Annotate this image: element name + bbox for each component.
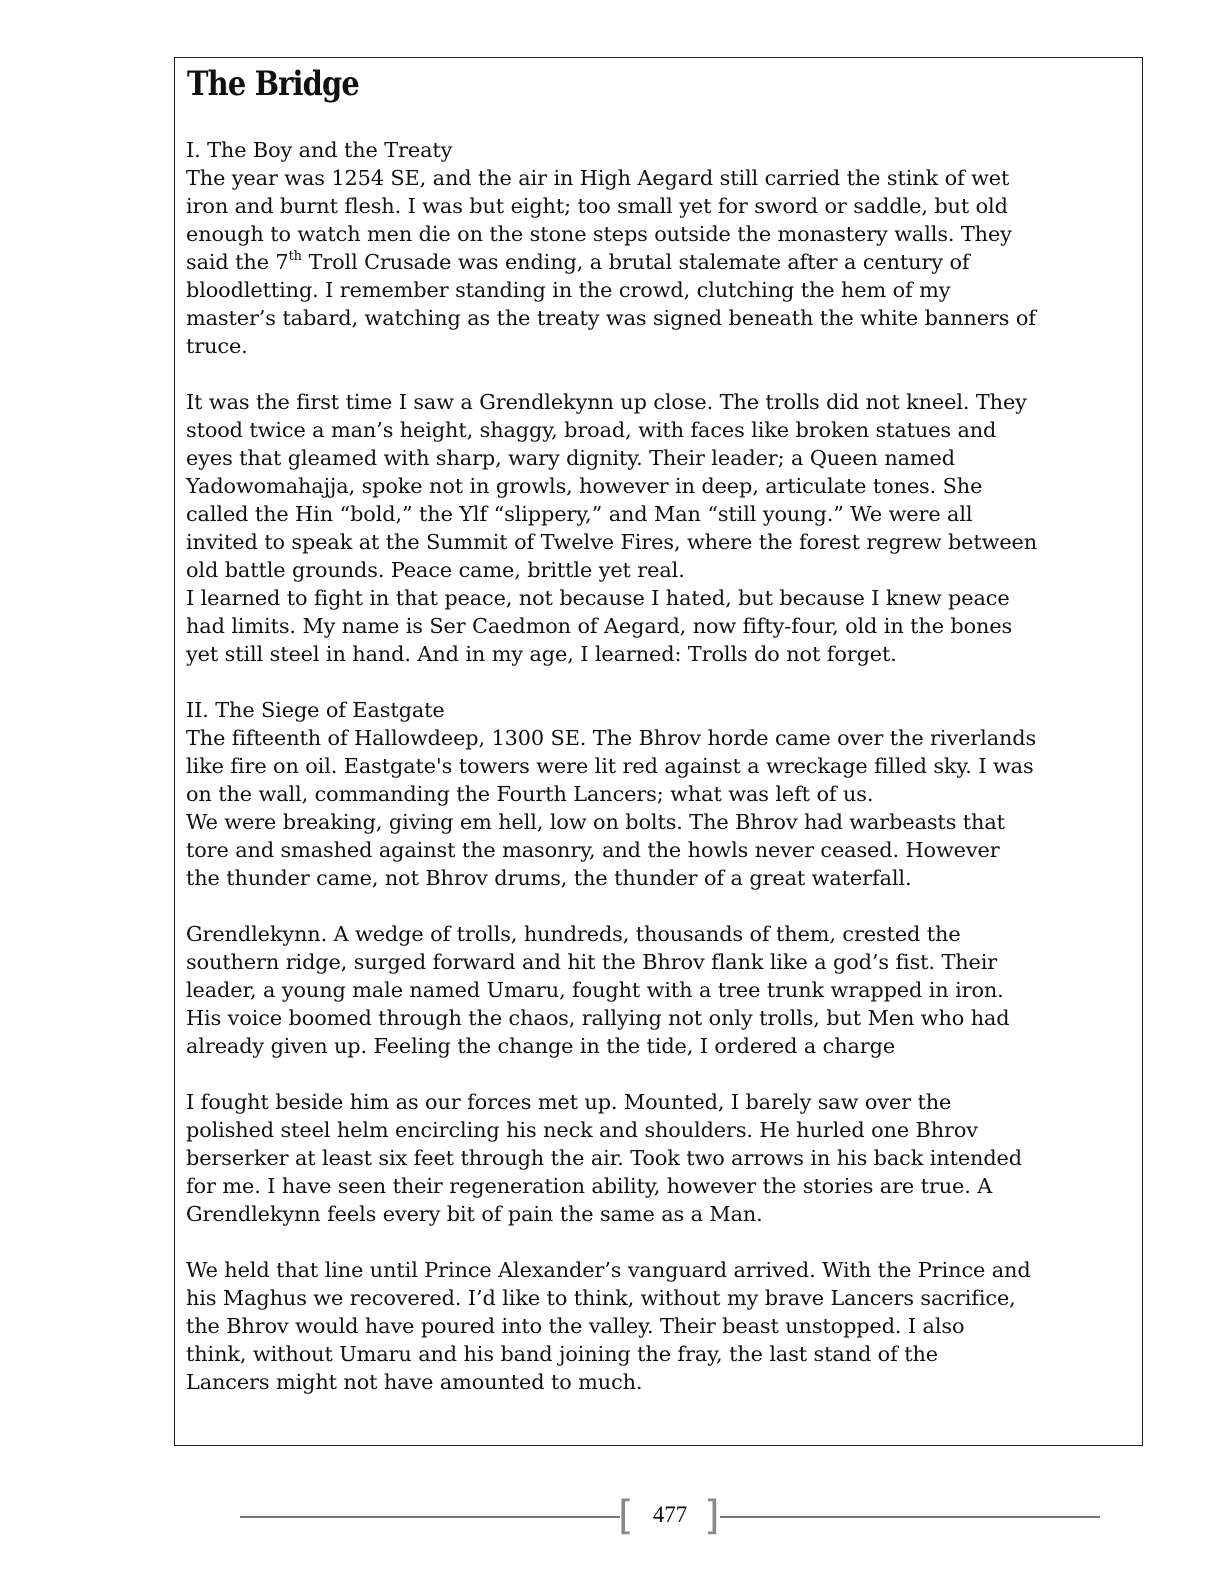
text-line: Grendlekynn. A wedge of trolls, hundreds, thousands of them, crested the: [186, 922, 961, 946]
text-line: Yadowomahajja, spoke not in growls, however in deep, articulate tones. She: [186, 474, 983, 498]
text-line: II. The Siege of Eastgate: [186, 698, 445, 722]
text-fragment: said the 7: [186, 250, 289, 274]
text-line: yet still steel in hand. And in my age, I learned: Trolls do not forget.: [186, 642, 897, 666]
text-line: master’s tabard, watching as the treaty was signed beneath the white banners of: [186, 306, 1036, 330]
text-line: Lancers might not have amounted to much.: [186, 1370, 643, 1394]
text-fragment: Troll Crusade was ending, a brutal stalemate after a century of: [301, 250, 970, 274]
text-line: invited to speak at the Summit of Twelve Fires, where the forest regrew between: [186, 530, 1038, 554]
paragraph: [186, 1088, 1136, 1228]
text-line: [186, 248, 1136, 276]
text-line: eyes that gleamed with sharp, wary dignity. Their leader; a Queen named: [186, 446, 955, 470]
footer-rule-right: [720, 1516, 1100, 1518]
text-line: I learned to fight in that peace, not because I hated, but because I knew peace: [186, 586, 1010, 610]
text-line: His voice boomed through the chaos, rallying not only trolls, but Men who had: [186, 1006, 1010, 1030]
text-line: his Maghus we recovered. I’d like to think, without my brave Lancers sacrifice,: [186, 1286, 1016, 1310]
text-line: like fire on oil. Eastgate's towers were lit red against a wreckage filled sky. I was: [186, 754, 1034, 778]
footer-rule-left: [240, 1516, 620, 1518]
text-line: tore and smashed against the masonry, and the howls never ceased. However: [186, 838, 1000, 862]
page-title: The Bridge: [187, 64, 359, 104]
page-footer: [240, 1494, 1100, 1538]
paragraph: [186, 1256, 1136, 1396]
text-line: The year was 1254 SE, and the air in High Aegard still carried the stink of wet: [186, 166, 1010, 190]
text-line: polished steel helm encircling his neck and shoulders. He hurled one Bhrov: [186, 1118, 978, 1142]
text-line: The fifteenth of Hallowdeep, 1300 SE. The Bhrov horde came over the riverlands: [186, 726, 1037, 750]
text-line: already given up. Feeling the change in the tide, I ordered a charge: [186, 1034, 896, 1058]
superscript: th: [288, 249, 302, 264]
text-line: called the Hin “bold,” the Ylf “slippery,” and Man “still young.” We were all: [186, 502, 973, 526]
page-number: 477: [652, 1502, 688, 1527]
text-line: Grendlekynn feels every bit of pain the same as a Man.: [186, 1202, 763, 1226]
text-line: I. The Boy and the Treaty: [186, 138, 453, 162]
text-line: I fought beside him as our forces met up. Mounted, I barely saw over the: [186, 1090, 952, 1114]
paragraph: [186, 136, 1136, 360]
text-line: iron and burnt flesh. I was but eight; too small yet for sword or saddle, but old: [186, 194, 1008, 218]
left-bracket-icon: [: [618, 1493, 634, 1539]
text-line: for me. I have seen their regeneration ability, however the stories are true. A: [186, 1174, 993, 1198]
text-frame: [174, 57, 1143, 1446]
text-line: leader, a young male named Umaru, fought with a tree trunk wrapped in iron.: [186, 978, 1004, 1002]
paragraph: [186, 696, 1136, 892]
text-line: berserker at least six feet through the air. Took two arrows in his back intended: [186, 1146, 1022, 1170]
text-line: the thunder came, not Bhrov drums, the thunder of a great waterfall.: [186, 866, 912, 890]
text-line: It was the first time I saw a Grendlekynn up close. The trolls did not kneel. They: [186, 390, 1027, 414]
text-line: southern ridge, surged forward and hit the Bhrov flank like a god’s fist. Their: [186, 950, 998, 974]
text-line: We held that line until Prince Alexander’s vanguard arrived. With the Prince and: [186, 1258, 1031, 1282]
text-line: stood twice a man’s height, shaggy, broad, with faces like broken statues and: [186, 418, 997, 442]
text-line: think, without Umaru and his band joining the fray, the last stand of the: [186, 1342, 938, 1366]
paragraph-gap: [186, 360, 1136, 388]
text-line: We were breaking, giving em hell, low on bolts. The Bhrov had warbeasts that: [186, 810, 1005, 834]
text-line: the Bhrov would have poured into the valley. Their beast unstopped. I also: [186, 1314, 965, 1338]
paragraph: [186, 388, 1136, 668]
text-line: bloodletting. I remember standing in the crowd, clutching the hem of my: [186, 278, 951, 302]
paragraph-gap: [186, 1228, 1136, 1256]
paragraph: [186, 920, 1136, 1060]
story-body: [186, 136, 1136, 1396]
paragraph-gap: [186, 1060, 1136, 1088]
paragraph-gap: [186, 892, 1136, 920]
text-line: on the wall, commanding the Fourth Lancers; what was left of us.: [186, 782, 874, 806]
paragraph-gap: [186, 668, 1136, 696]
text-line: truce.: [186, 334, 248, 358]
right-bracket-icon: ]: [704, 1493, 720, 1539]
text-line: had limits. My name is Ser Caedmon of Aegard, now fifty-four, old in the bones: [186, 614, 1013, 638]
text-line: enough to watch men die on the stone steps outside the monastery walls. They: [186, 222, 1012, 246]
text-line: old battle grounds. Peace came, brittle yet real.: [186, 558, 685, 582]
